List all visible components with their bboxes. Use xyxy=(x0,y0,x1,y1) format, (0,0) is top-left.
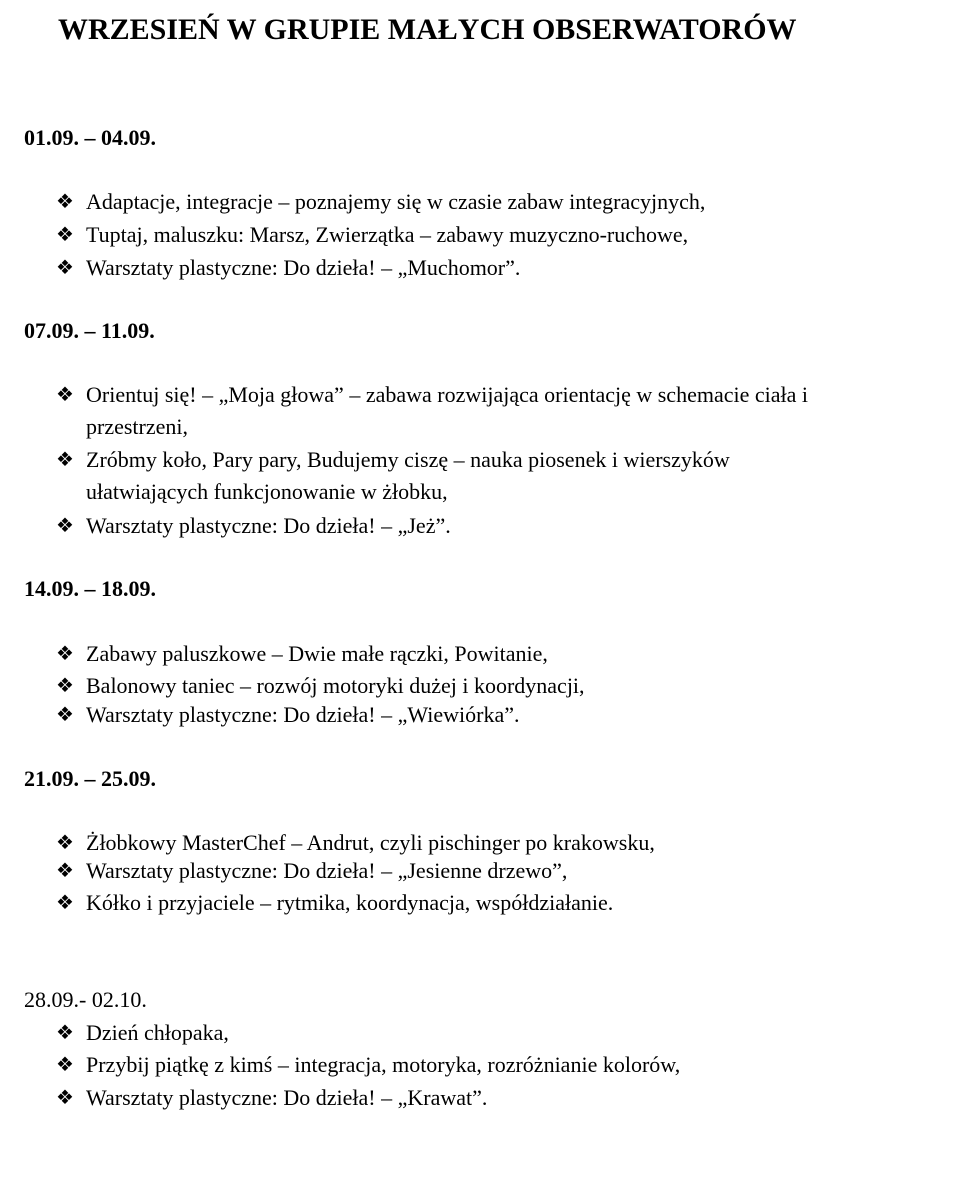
list-item-text: Warsztaty plastyczne: Do dzieła! – „Krawat”. xyxy=(86,1085,488,1110)
list-item xyxy=(56,252,856,284)
four-diamond-bullet-icon: ❖ xyxy=(56,860,74,882)
four-diamond-bullet-icon: ❖ xyxy=(56,257,74,279)
four-diamond-bullet-icon: ❖ xyxy=(56,892,74,914)
four-diamond-bullet-icon: ❖ xyxy=(56,449,74,471)
list-item-text: Warsztaty plastyczne: Do dzieła! – „Jesienne drzewo”, xyxy=(86,858,568,883)
list-item-text: Orientuj się! – „Moja głowa” – zabawa rozwijająca orientację w schemacie ciała i przestrzeni, xyxy=(86,382,808,439)
four-diamond-bullet-icon: ❖ xyxy=(56,191,74,213)
list-item xyxy=(56,855,856,887)
list-item xyxy=(56,444,816,508)
page-title: WRZESIEŃ W GRUPIE MAŁYCH OBSERWATORÓW xyxy=(58,13,797,46)
four-diamond-bullet-icon: ❖ xyxy=(56,1022,74,1044)
four-diamond-bullet-icon: ❖ xyxy=(56,515,74,537)
week-date-3: 14.09. – 18.09. xyxy=(24,576,156,601)
week-date-5: 28.09.- 02.10. xyxy=(24,987,147,1012)
list-item-text: Kółko i przyjaciele – rytmika, koordynacja, współdziałanie. xyxy=(86,890,614,915)
list-item xyxy=(56,379,816,443)
week-date-1: 01.09. – 04.09. xyxy=(24,125,156,150)
four-diamond-bullet-icon: ❖ xyxy=(56,1054,74,1076)
list-item xyxy=(56,186,856,218)
four-diamond-bullet-icon: ❖ xyxy=(56,1087,74,1109)
list-item xyxy=(56,1017,856,1049)
week-date-4: 21.09. – 25.09. xyxy=(24,766,156,791)
four-diamond-bullet-icon: ❖ xyxy=(56,704,74,726)
list-item-text: Balonowy taniec – rozwój motoryki dużej i koordynacji, xyxy=(86,673,585,698)
four-diamond-bullet-icon: ❖ xyxy=(56,832,74,854)
list-item xyxy=(56,510,856,542)
four-diamond-bullet-icon: ❖ xyxy=(56,675,74,697)
list-item xyxy=(56,887,856,919)
four-diamond-bullet-icon: ❖ xyxy=(56,643,74,665)
four-diamond-bullet-icon: ❖ xyxy=(56,224,74,246)
list-item-text: Dzień chłopaka, xyxy=(86,1020,229,1045)
four-diamond-bullet-icon: ❖ xyxy=(56,384,74,406)
list-item xyxy=(56,1049,856,1081)
list-item-text: Warsztaty plastyczne: Do dzieła! – „Wiewiórka”. xyxy=(86,702,520,727)
list-item-text: Adaptacje, integracje – poznajemy się w czasie zabaw integracyjnych, xyxy=(86,189,706,214)
list-item-text: Przybij piątkę z kimś – integracja, motoryka, rozróżnianie kolorów, xyxy=(86,1052,681,1077)
week-date-2: 07.09. – 11.09. xyxy=(24,318,155,343)
list-item xyxy=(56,219,856,251)
list-item-text: Zróbmy koło, Pary pary, Budujemy ciszę – nauka piosenek i wierszyków ułatwiających funkcjonowanie w żłobku, xyxy=(86,447,730,504)
list-item-text: Tuptaj, maluszku: Marsz, Zwierzątka – zabawy muzyczno-ruchowe, xyxy=(86,222,689,247)
list-item xyxy=(56,638,856,670)
list-item-text: Warsztaty plastyczne: Do dzieła! – „Jeż”. xyxy=(86,513,451,538)
list-item-text: Warsztaty plastyczne: Do dzieła! – „Muchomor”. xyxy=(86,255,521,280)
list-item-text: Żłobkowy MasterChef – Andrut, czyli pischinger po krakowsku, xyxy=(86,830,655,855)
list-item xyxy=(56,699,856,731)
list-item-text: Zabawy paluszkowe – Dwie małe rączki, Powitanie, xyxy=(86,641,548,666)
list-item xyxy=(56,670,856,702)
list-item xyxy=(56,1082,856,1114)
